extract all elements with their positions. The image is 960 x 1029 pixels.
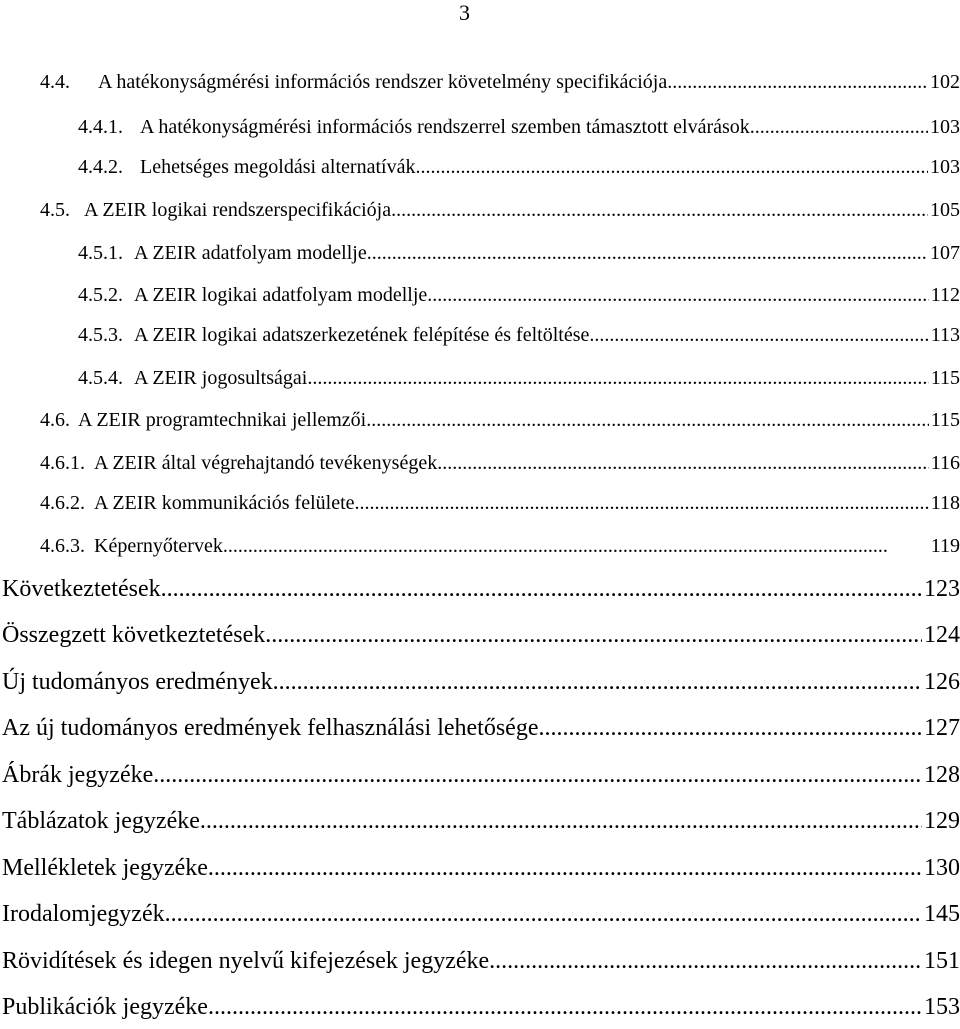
toc-leader-dots: [200, 806, 922, 836]
toc-leader-dots: [489, 946, 922, 976]
toc-leader-dots: [589, 322, 928, 348]
toc-leader-dots: [265, 620, 922, 650]
toc-entry[interactable]: [40, 490, 960, 516]
toc-entry-number: 4.4.: [40, 71, 70, 93]
toc-entry-title: Új tudományos eredmények: [2, 669, 273, 695]
toc-entry-number: 4.6.: [40, 409, 70, 431]
toc-leader-dots: [427, 282, 928, 308]
toc-entry-page: 103: [930, 116, 960, 138]
toc-entry-page: 130: [924, 855, 960, 881]
toc-entry-page: 103: [930, 156, 960, 178]
toc-entry-number: 4.4.1.: [78, 116, 123, 138]
toc-entry-page: 119: [930, 535, 960, 557]
toc-leader-dots: [750, 114, 928, 140]
toc-entry-page: 128: [924, 762, 960, 788]
toc-leader-dots: [273, 667, 922, 697]
toc-entry-page: 115: [930, 367, 960, 389]
toc-entry-number: 4.6.1.: [40, 452, 85, 474]
toc-entry[interactable]: [78, 154, 960, 180]
toc-entry[interactable]: [40, 533, 960, 559]
toc-leader-dots: [538, 713, 922, 743]
toc-entry-title: A ZEIR programtechnikai jellemzői: [78, 409, 367, 431]
toc-entry[interactable]: [2, 667, 960, 697]
toc-entry-page: 123: [924, 576, 960, 602]
toc-entry-page: 118: [930, 492, 960, 514]
toc-entry-page: 129: [924, 808, 960, 834]
toc-entry-title: A ZEIR adatfolyam modellje: [134, 242, 367, 264]
toc-entry-number: 4.4.2.: [78, 156, 123, 178]
toc-entry[interactable]: [40, 69, 960, 95]
toc-entry-title: Táblázatok jegyzéke: [2, 808, 200, 834]
toc-entry-title: Következtetések: [2, 576, 161, 602]
toc-entry[interactable]: [78, 282, 960, 308]
toc-entry[interactable]: [2, 760, 960, 790]
toc-leader-dots: [223, 533, 929, 559]
toc-entry-title: Irodalomjegyzék: [2, 901, 165, 927]
toc-leader-dots: [437, 450, 929, 476]
toc-entry-title: A ZEIR logikai adatszerkezetének felépítése és feltöltése: [134, 324, 590, 346]
toc-entry-page: 127: [924, 715, 960, 741]
toc-entry-page: 113: [930, 324, 960, 346]
toc-entry[interactable]: [78, 322, 960, 348]
toc-entry-page: 153: [924, 994, 960, 1020]
toc-entry-title: Publikációk jegyzéke: [2, 994, 208, 1020]
toc-leader-dots: [307, 365, 928, 391]
toc-entry[interactable]: [2, 899, 960, 929]
toc-entry-page: 115: [930, 409, 960, 431]
toc-entry-page: 126: [924, 669, 960, 695]
toc-entry-title: A hatékonyságmérési információs rendszerrel szemben támasztott elvárások: [140, 116, 750, 138]
toc-entry-title: Rövidítések és idegen nyelvű kifejezések jegyzéke: [2, 948, 490, 974]
toc-entry-page: 145: [924, 901, 960, 927]
toc-entry[interactable]: [2, 620, 960, 650]
page-number: 3: [459, 0, 470, 25]
toc-entry-number: 4.5.4.: [78, 367, 123, 389]
toc-leader-dots: [208, 992, 922, 1022]
toc-entry-title: A hatékonyságmérési információs rendszer követelmény specifikációja: [98, 71, 668, 93]
toc-entry[interactable]: [2, 992, 960, 1022]
toc-entry-page: 116: [930, 452, 960, 474]
toc-entry-title: Képernyőtervek: [94, 535, 223, 557]
toc-leader-dots: [165, 899, 922, 929]
toc-entry[interactable]: [2, 574, 960, 604]
toc-entry-title: A ZEIR kommunikációs felülete: [94, 492, 355, 514]
toc-leader-dots: [355, 490, 929, 516]
toc-entry-title: Lehetséges megoldási alternatívák: [140, 156, 416, 178]
toc-leader-dots: [367, 240, 928, 266]
toc-leader-dots: [415, 154, 928, 180]
toc-entry-number: 4.5.1.: [78, 242, 123, 264]
toc-entry[interactable]: [78, 114, 960, 140]
toc-entry-page: 105: [930, 199, 960, 221]
toc-entry[interactable]: [2, 806, 960, 836]
toc-entry[interactable]: [40, 197, 960, 223]
toc-entry-number: 4.5.3.: [78, 324, 123, 346]
toc-entry-title: A ZEIR jogosultságai: [134, 367, 308, 389]
toc-entry-title: A ZEIR logikai adatfolyam modellje: [134, 284, 428, 306]
toc-leader-dots: [366, 407, 928, 433]
toc-entry[interactable]: [2, 946, 960, 976]
toc-entry-page: 124: [924, 622, 960, 648]
toc-entry-number: 4.5.: [40, 199, 70, 221]
toc-leader-dots: [161, 574, 922, 604]
toc-entry[interactable]: [2, 713, 960, 743]
toc-entry-title: A ZEIR logikai rendszerspecifikációja: [84, 199, 392, 221]
toc-entry-page: 112: [930, 284, 960, 306]
toc-entry-title: Összegzett következtetések: [2, 622, 266, 648]
toc-entry-title: Az új tudományos eredmények felhasználási lehetősége: [2, 715, 539, 741]
toc-entry-title: A ZEIR által végrehajtandó tevékenységek: [94, 452, 438, 474]
toc-entry[interactable]: [78, 240, 960, 266]
toc-entry-page: 107: [930, 242, 960, 264]
toc-leader-dots: [391, 197, 928, 223]
toc-entry[interactable]: [40, 450, 960, 476]
toc-leader-dots: [153, 760, 922, 790]
toc-entry-page: 102: [930, 71, 960, 93]
toc-leader-dots: [667, 69, 928, 95]
toc-entry-page: 151: [924, 948, 960, 974]
toc-entry-number: 4.6.2.: [40, 492, 85, 514]
toc-entry[interactable]: [78, 365, 960, 391]
toc-entry-number: 4.5.2.: [78, 284, 123, 306]
toc-entry[interactable]: [2, 853, 960, 883]
toc-entry-number: 4.6.3.: [40, 535, 85, 557]
toc-leader-dots: [208, 853, 922, 883]
toc-entry-title: Mellékletek jegyzéke: [2, 855, 208, 881]
toc-entry[interactable]: [40, 407, 960, 433]
toc-entry-title: Ábrák jegyzéke: [2, 762, 154, 788]
